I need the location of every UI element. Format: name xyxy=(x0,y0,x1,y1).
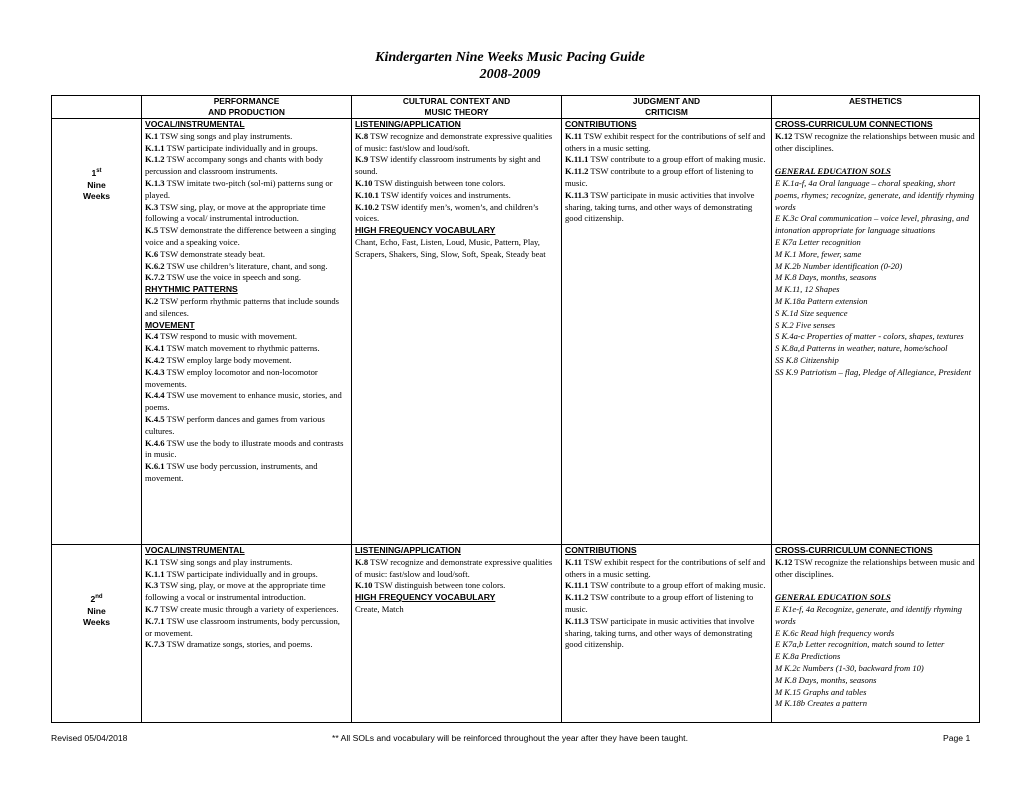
sol-item xyxy=(355,557,558,581)
sol-text: TSW perform dances and games from various cultures. xyxy=(145,413,325,436)
sol-text: TSW recognize the relationships between music and other disciplines. xyxy=(775,130,975,153)
performance-cell xyxy=(142,119,352,545)
sol-item xyxy=(145,154,348,178)
sol-code: K.1.1 xyxy=(145,568,165,579)
spacer xyxy=(775,154,976,166)
gen-ed-item: M K.8 Days, months, seasons xyxy=(775,674,877,685)
sol-item xyxy=(565,166,768,190)
sol-code: K.1.3 xyxy=(145,177,165,188)
sol-text: TSW accompany songs and chants with body percussion and classroom instruments. xyxy=(145,154,323,177)
sol-code: K.7.1 xyxy=(145,615,165,626)
gen-ed-item: S K.8a,d Patterns in weather, nature, home/school xyxy=(775,343,948,354)
sol-item xyxy=(565,616,768,651)
section-heading: CONTRIBUTIONS xyxy=(565,545,637,555)
page-subtitle: 2008-2009 xyxy=(479,67,541,82)
gen-ed-item: S K.4a-c Properties of matter - colors, shapes, textures xyxy=(775,331,964,342)
sol-item xyxy=(145,580,348,604)
sol-code: K.10.1 xyxy=(355,189,379,200)
sol-code: K.3 xyxy=(145,201,159,212)
sol-item xyxy=(145,438,348,462)
sol-item xyxy=(145,331,348,343)
column-header: CULTURAL CONTEXT AND MUSIC THEORY xyxy=(352,96,562,119)
aesthetics-cell xyxy=(772,545,980,723)
sol-code: K.11.3 xyxy=(565,189,589,200)
gen-ed-item: E K.8a Predictions xyxy=(775,651,841,662)
sol-text: TSW respond to music with movement. xyxy=(158,331,297,342)
sol-item xyxy=(145,414,348,438)
sol-text: TSW employ large body movement. xyxy=(164,354,292,365)
sol-item xyxy=(145,131,348,143)
pacing-table xyxy=(51,95,980,723)
sol-item xyxy=(565,190,768,225)
revision-date: Revised 05/04/2018 xyxy=(51,733,128,743)
judgment-cell xyxy=(562,545,772,723)
section-heading: HIGH FREQUENCY VOCABULARY xyxy=(355,225,496,236)
gen-ed-item: E K.3c Oral communication – voice level, phrasing, and intonation appropriate for language situations xyxy=(775,213,970,236)
gen-ed-item: M K.11, 12 Shapes xyxy=(775,284,840,295)
sol-item xyxy=(145,249,348,261)
sol-text: TSW distinguish between tone colors. xyxy=(372,177,506,188)
gen-ed-item: E K7a Letter recognition xyxy=(775,236,861,247)
gen-ed-item: M K.1 More, fewer, same xyxy=(775,248,862,259)
gen-ed-item: M K.8 Days, months, seasons xyxy=(775,272,877,283)
sol-text: TSW contribute to a group effort of making music. xyxy=(588,154,766,165)
gen-ed-item: E K.6c Read high frequency words xyxy=(775,627,895,638)
sol-text: TSW dramatize songs, stories, and poems. xyxy=(164,639,313,650)
sol-text: TSW identify voices and instruments. xyxy=(378,189,511,200)
sol-item xyxy=(565,154,768,166)
section-heading: MOVEMENT xyxy=(145,319,195,330)
cultural-cell xyxy=(352,545,562,723)
sol-text: TSW sing, play, or move at the appropriate time following a vocal or instrumental introduction. xyxy=(145,580,326,603)
sol-code: K.4 xyxy=(145,331,159,342)
sol-code: K.10.2 xyxy=(355,201,379,212)
sol-item xyxy=(145,461,348,485)
sol-code: K.4.3 xyxy=(145,366,165,377)
sol-item xyxy=(355,190,558,202)
sol-code: K.7.2 xyxy=(145,272,165,283)
performance-cell xyxy=(142,545,352,723)
sol-item xyxy=(355,178,558,190)
sol-code: K.2 xyxy=(145,295,159,306)
sol-text: TSW identify classroom instruments by sight and sound. xyxy=(355,154,541,177)
table-row xyxy=(52,545,980,723)
sol-item xyxy=(145,557,348,569)
header-row xyxy=(52,96,980,119)
spacer xyxy=(775,580,976,592)
sol-code: K.6.2 xyxy=(145,260,165,271)
sol-text: TSW employ locomotor and non-locomotor movements. xyxy=(145,366,318,389)
sol-code: K.7.3 xyxy=(145,639,165,650)
sol-text: TSW recognize and demonstrate expressive qualities of music: fast/slow and loud/soft. xyxy=(355,130,553,153)
gen-ed-item: S K.1d Size sequence xyxy=(775,307,848,318)
sol-item xyxy=(355,202,558,226)
sol-text: TSW contribute to a group effort of listening to music. xyxy=(565,592,754,614)
column-header: AESTHETICS xyxy=(772,96,980,119)
sol-text: TSW match movement to rhythmic patterns. xyxy=(164,343,320,354)
sol-item xyxy=(145,639,348,651)
sol-code: K.10 xyxy=(355,580,373,591)
sol-text: TSW exhibit respect for the contributions of self and others in a music setting. xyxy=(565,130,766,153)
section-heading: LISTENING/APPLICATION xyxy=(355,545,461,555)
gen-ed-item: M K.18b Creates a pattern xyxy=(775,698,868,709)
sol-item xyxy=(145,261,348,273)
sol-item xyxy=(145,296,348,320)
section-heading: CROSS-CURRICULUM CONNECTIONS xyxy=(775,119,933,129)
column-header: JUDGMENT AND CRITICISM xyxy=(562,96,772,119)
sol-text: TSW participate in music activities that involve sharing, taking turns, and other ways of demonstrating good citizenship. xyxy=(565,189,755,224)
gen-ed-item: M K.2b Number identification (0-20) xyxy=(775,260,903,271)
sol-code: K.1 xyxy=(145,556,159,567)
sol-code: K.1 xyxy=(145,130,159,141)
sol-code: K.1.2 xyxy=(145,154,165,165)
sol-text: TSW use the voice in speech and song. xyxy=(164,272,302,283)
sol-item xyxy=(145,569,348,581)
section-heading: CROSS-CURRICULUM CONNECTIONS xyxy=(775,545,933,555)
sol-text: TSW use body percussion, instruments, and movement. xyxy=(145,461,318,483)
sol-item xyxy=(565,580,768,592)
sol-text: TSW use the body to illustrate moods and contrasts in music. xyxy=(145,437,344,460)
sol-code: K.5 xyxy=(145,225,159,236)
sol-code: K.4.2 xyxy=(145,354,165,365)
section-heading: GENERAL EDUCATION SOLS xyxy=(775,166,891,177)
judgment-cell xyxy=(562,119,772,545)
sol-text: TSW recognize the relationships between music and other disciplines. xyxy=(775,556,975,579)
sol-code: K.8 xyxy=(355,556,369,567)
sol-item xyxy=(565,557,768,581)
sol-code: K.11.2 xyxy=(565,592,589,603)
section-heading: VOCAL/INSTRUMENTAL xyxy=(145,119,245,129)
sol-text: TSW sing songs and play instruments. xyxy=(158,556,293,567)
page-title: Kindergarten Nine Weeks Music Pacing Guide xyxy=(375,50,645,65)
vocabulary-list: Create, Match xyxy=(355,603,404,614)
sol-item xyxy=(775,557,976,581)
aesthetics-cell xyxy=(772,119,980,545)
period-header xyxy=(52,96,142,119)
cultural-cell xyxy=(352,119,562,545)
sol-code: K.11 xyxy=(565,130,582,141)
gen-ed-item: E K7a,b Letter recognition, match sound to letter xyxy=(775,639,945,650)
gen-ed-item: S K.2 Five senses xyxy=(775,319,836,330)
vocabulary-list: Chant, Echo, Fast, Listen, Loud, Music, Pattern, Play, Scrapers, Shakers, Sing, Slow, Soft, Speak, Steady beat xyxy=(355,236,546,259)
sol-text: TSW participate individually and in groups. xyxy=(164,142,318,153)
sol-code: K.8 xyxy=(355,130,369,141)
period-label: 2nd Nine Weeks xyxy=(52,545,142,723)
column-header: PERFORMANCE AND PRODUCTION xyxy=(142,96,352,119)
sol-code: K.12 xyxy=(775,556,793,567)
sol-text: TSW recognize and demonstrate expressive qualities of music: fast/slow and loud/soft. xyxy=(355,556,553,579)
sol-code: K.4.1 xyxy=(145,343,165,354)
sol-code: K.6.1 xyxy=(145,461,165,472)
sol-code: K.11.1 xyxy=(565,154,589,165)
sol-item xyxy=(145,367,348,391)
sol-code: K.6 xyxy=(145,248,159,259)
sol-text: TSW demonstrate steady beat. xyxy=(158,248,265,259)
gen-ed-item: E K1e-f, 4a Recognize, generate, and identify rhyming words xyxy=(775,603,962,626)
section-heading: RHYTHMIC PATTERNS xyxy=(145,284,238,295)
sol-item xyxy=(145,604,348,616)
sol-text: TSW participate in music activities that involve sharing, taking turns, and other ways of demonstrating good citizenship. xyxy=(565,615,755,650)
sol-text: TSW perform rhythmic patterns that include sounds and silences. xyxy=(145,295,339,318)
sol-text: TSW exhibit respect for the contributions of self and others in a music setting. xyxy=(565,556,766,579)
sol-code: K.11 xyxy=(565,556,582,567)
sol-item xyxy=(145,202,348,226)
gen-ed-item: E K.1a-f, 4a Oral language – choral speaking, short poems, rhymes; recognize, generate, and identify rhyming words xyxy=(775,177,975,212)
sol-text: TSW use children’s literature, chant, and song. xyxy=(164,260,328,271)
sol-item xyxy=(355,580,558,592)
sol-code: K.4.5 xyxy=(145,413,165,424)
table-row xyxy=(52,119,980,545)
sol-item xyxy=(145,225,348,249)
sol-code: K.4.4 xyxy=(145,390,165,401)
period-label: 1st Nine Weeks xyxy=(52,119,142,545)
sol-code: K.7 xyxy=(145,603,159,614)
sol-code: K.3 xyxy=(145,580,159,591)
sol-code: K.1.1 xyxy=(145,142,165,153)
gen-ed-item: SS K.8 Citizenship xyxy=(775,354,839,365)
gen-ed-item: M K.15 Graphs and tables xyxy=(775,686,867,697)
footer-note: ** All SOLs and vocabulary will be reinforced throughout the year after they have been taught. xyxy=(332,733,688,743)
sol-code: K.11.2 xyxy=(565,166,589,177)
sol-item xyxy=(355,131,558,155)
sol-item xyxy=(145,355,348,367)
sol-text: TSW distinguish between tone colors. xyxy=(372,580,506,591)
sol-text: TSW imitate two-pitch (sol-mi) patterns sung or played. xyxy=(145,177,333,200)
sol-text: TSW identify men’s, women’s, and children’s voices. xyxy=(355,201,539,224)
sol-item xyxy=(145,178,348,202)
sol-item xyxy=(355,154,558,178)
gen-ed-item: SS K.9 Patriotism – flag, Pledge of Allegiance, President xyxy=(775,366,971,377)
sol-code: K.10 xyxy=(355,177,373,188)
sol-item xyxy=(145,390,348,414)
section-heading: CONTRIBUTIONS xyxy=(565,119,637,129)
gen-ed-item: M K.2c Numbers (1-30, backward from 10) xyxy=(775,662,924,673)
sol-text: TSW use movement to enhance music, stories, and poems. xyxy=(145,390,342,413)
sol-text: TSW create music through a variety of experiences. xyxy=(158,603,339,614)
sol-text: TSW demonstrate the difference between a singing voice and a speaking voice. xyxy=(145,225,336,247)
sol-text: TSW contribute to a group effort of making music. xyxy=(588,580,766,591)
section-heading: VOCAL/INSTRUMENTAL xyxy=(145,545,245,555)
sol-item xyxy=(145,616,348,640)
sol-item xyxy=(145,343,348,355)
sol-text: TSW contribute to a group effort of listening to music. xyxy=(565,166,754,188)
sol-text: TSW use classroom instruments, body percussion, or movement. xyxy=(145,615,340,638)
gen-ed-item: M K.18a Pattern extension xyxy=(775,295,868,306)
sol-item xyxy=(565,592,768,616)
sol-code: K.4.6 xyxy=(145,437,165,448)
sol-item xyxy=(145,143,348,155)
sol-text: TSW sing songs and play instruments. xyxy=(158,130,293,141)
sol-code: K.9 xyxy=(355,154,369,165)
sol-item xyxy=(565,131,768,155)
sol-code: K.11.3 xyxy=(565,615,589,626)
sol-code: K.12 xyxy=(775,130,793,141)
section-heading: GENERAL EDUCATION SOLS xyxy=(775,592,891,603)
sol-item xyxy=(145,272,348,284)
sol-text: TSW participate individually and in groups. xyxy=(164,568,318,579)
sol-text: TSW sing, play, or move at the appropriate time following a vocal/ instrumental introduction. xyxy=(145,201,326,224)
sol-code: K.11.1 xyxy=(565,580,589,591)
page-number: Page 1 xyxy=(943,733,971,743)
section-heading: LISTENING/APPLICATION xyxy=(355,119,461,129)
sol-item xyxy=(775,131,976,155)
section-heading: HIGH FREQUENCY VOCABULARY xyxy=(355,592,496,603)
